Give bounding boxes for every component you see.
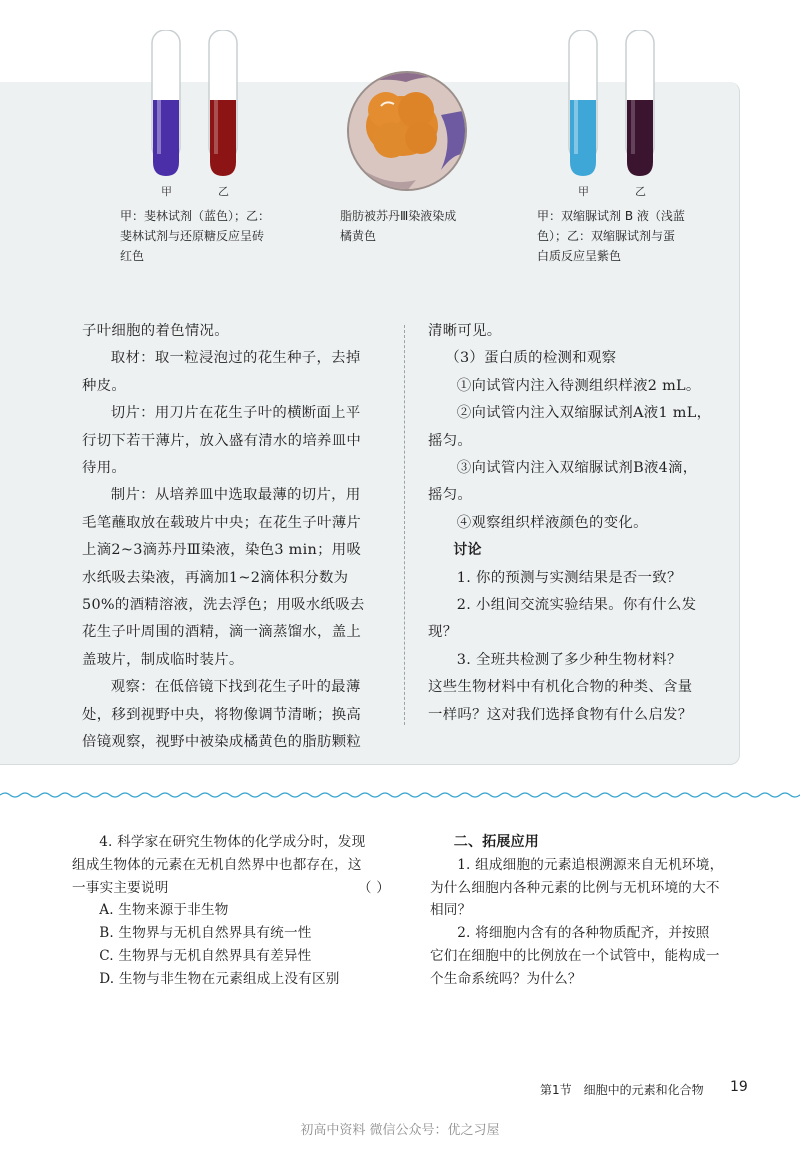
step-line: ③向试管内注入双缩脲试剂B液4滴，	[456, 460, 698, 477]
test-tube-biuret-b	[567, 30, 599, 178]
option-a: A. 生物来源于非生物	[99, 902, 229, 919]
step-line: 摇匀。	[428, 432, 473, 449]
test-tube-fehling	[150, 30, 182, 178]
paragraph-line: 清晰可见。	[428, 323, 502, 339]
paragraph-line: 制片：从培养皿中选取最薄的切片，用	[110, 487, 361, 504]
page-footer	[540, 1081, 750, 1098]
question-stem-text: 一事实主要说明	[72, 879, 169, 896]
extension-line: 为什么细胞内各种元素的比例与无机环境的大不	[430, 879, 720, 896]
paragraph-line: 种皮。	[82, 377, 127, 394]
page-number: 19	[730, 1079, 748, 1095]
question-4	[72, 831, 390, 991]
paragraph-line: 盖玻片，制成临时装片。	[82, 651, 244, 668]
question-stem-line: 4. 科学家在研究生物体的化学成分时，发现	[99, 834, 366, 850]
paragraph-line: 上滴2~3滴苏丹Ⅲ染液，染色3 min；用吸	[82, 542, 362, 559]
wavy-separator	[0, 790, 800, 800]
paragraph-line: 行切下若干薄片，放入盛有清水的培养皿中	[82, 432, 362, 449]
option-d: D. 生物与非生物在元素组成上没有区别	[99, 970, 340, 987]
tube-label-jia-left: 甲	[161, 185, 172, 198]
caption-biuret	[537, 206, 685, 266]
answer-paren: （ ）	[357, 879, 390, 896]
step-line: ②向试管内注入双缩脲试剂A液1 mL，	[456, 405, 712, 422]
paragraph-line: 处，移到视野中央，将物像调节清晰；换高	[82, 706, 362, 723]
paragraph-line: 毛笔蘸取放在载玻片中央；在花生子叶薄片	[82, 514, 362, 531]
paragraph-line: 取材：取一粒浸泡过的花生种子，去掉	[110, 350, 361, 367]
caption-line: 色）；乙：双缩脲试剂与蛋	[537, 229, 676, 243]
discussion-line: 2. 小组间交流实验结果。你有什么发	[456, 597, 697, 614]
section-heading: （3）蛋白质的检测和观察	[445, 350, 617, 367]
step-line: 摇匀。	[428, 487, 473, 504]
section-title: 第1节 细胞中的元素和化合物	[540, 1083, 704, 1097]
caption-line: 甲：双缩脲试剂 B 液（浅蓝	[537, 209, 685, 223]
left-column	[82, 318, 392, 757]
option-b: B. 生物界与无机自然界具有统一性	[99, 925, 312, 942]
question-stem-line	[72, 877, 390, 900]
test-tube-purple	[624, 30, 656, 178]
step-line: ④观察组织样液颜色的变化。	[456, 514, 648, 531]
discussion-line: 一样吗？这对我们选择食物有什么启发？	[428, 706, 693, 723]
right-column	[428, 318, 728, 729]
paragraph-line: 待用。	[82, 460, 127, 477]
step-line: ①向试管内注入待测组织样液2 mL。	[456, 377, 701, 394]
test-tube-brick-red	[207, 30, 239, 178]
discussion-line: 1. 你的预测与实测结果是否一致？	[456, 569, 682, 586]
discussion-line: 这些生物材料中有机化合物的种类、含量	[428, 679, 693, 696]
paragraph-line: 子叶细胞的着色情况。	[82, 323, 229, 339]
paragraph-line: 切片：用刀片在花生子叶的横断面上平	[110, 405, 361, 422]
tube-label-yi-left: 乙	[218, 185, 229, 198]
paragraph-line: 水纸吸去染液，再滴加1~2滴体积分数为	[82, 569, 349, 586]
caption-line: 白质反应呈紫色	[537, 249, 622, 263]
column-divider	[404, 325, 405, 725]
caption-line: 橘黄色	[340, 229, 377, 243]
option-c: C. 生物界与无机自然界具有差异性	[99, 947, 312, 964]
caption-line: 脂肪被苏丹Ⅲ染液染成	[340, 209, 457, 223]
tube-label-yi-right: 乙	[635, 185, 646, 198]
paragraph-line: 50%的酒精溶液，洗去浮色；用吸水纸吸去	[82, 597, 365, 614]
extension-heading: 二、拓展应用	[453, 834, 539, 850]
caption-line: 甲：斐林试剂（蓝色）；乙：	[120, 209, 271, 223]
discussion-heading: 讨论	[453, 542, 482, 559]
extension-line: 个生命系统吗？为什么？	[430, 970, 582, 987]
paragraph-line: 花生子叶周围的酒精，滴一滴蒸馏水，盖上	[82, 624, 362, 641]
extension-line: 它们在细胞中的比例放在一个试管中，能构成一	[430, 947, 720, 964]
watermark: 初高中资料 微信公众号：优之习屋	[300, 1123, 500, 1138]
paragraph-line: 观察：在低倍镜下找到花生子叶的最薄	[110, 679, 361, 696]
question-stem-line: 组成生物体的元素在无机自然界中也都存在，这	[72, 856, 362, 873]
fat-micrograph	[346, 70, 468, 192]
caption-line: 斐林试剂与还原糖反应呈砖	[120, 229, 265, 243]
tube-label-jia-right: 甲	[578, 185, 589, 198]
extension-line: 2. 将细胞内含有的各种物质配齐，并按照	[457, 925, 710, 942]
extension-line: 相同？	[430, 902, 472, 919]
caption-fat	[340, 206, 456, 246]
discussion-line: 现？	[428, 624, 458, 641]
caption-line: 红色	[120, 249, 145, 263]
extension-section	[430, 831, 750, 991]
caption-fehling	[120, 206, 270, 266]
extension-line: 1. 组成细胞的元素追根溯源来自无机环境，	[457, 856, 724, 873]
paragraph-line: 倍镜观察，视野中被染成橘黄色的脂肪颗粒	[82, 734, 362, 751]
discussion-line: 3. 全班共检测了多少种生物材料？	[456, 651, 682, 668]
